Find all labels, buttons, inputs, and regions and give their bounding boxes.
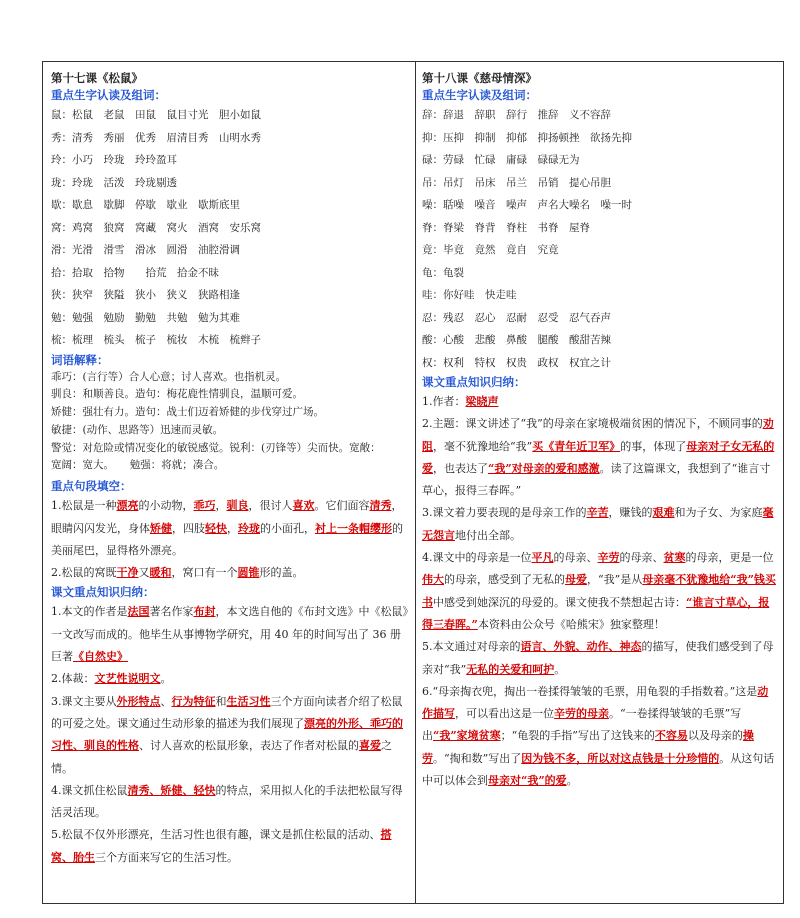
- lesson-18-chars-list: [422, 104, 777, 374]
- lesson-18-summary-1: [422, 391, 777, 413]
- highlighted-answer: 文艺性说明文: [94, 672, 161, 686]
- text-run: 的特点，采用拟人化的手法把松鼠写得活灵活现。: [51, 783, 403, 820]
- highlighted-answer: 干净: [116, 566, 139, 580]
- text-run: 1.本文的作者是: [51, 605, 128, 619]
- highlighted-answer: 动作描写: [422, 684, 769, 721]
- text-run: 三个方面向读者介绍了松鼠的可爱之处。课文通过生动形象的描述为我们展现了: [51, 694, 403, 730]
- text-line: 宽阔：宽大。 勉强：将就；凑合。: [51, 459, 225, 472]
- lesson-17-summary-1: [51, 601, 409, 668]
- highlighted-answer: 辛苦: [586, 506, 609, 520]
- text-run: 、: [160, 694, 172, 708]
- highlighted-answer: 操劳: [422, 729, 754, 765]
- text-run: 。它们面容: [314, 499, 370, 513]
- lesson-18-summary-heading: 课文重点知识归纳：: [422, 375, 526, 389]
- text-run: 5.松鼠不仅外形漂亮，生活习性也很有趣，课文是抓住松鼠的活动、: [51, 828, 381, 842]
- text-run: ，可以看出这是一位: [455, 707, 554, 721]
- highlighted-answer: 伟大: [422, 573, 444, 587]
- text-run: 又: [138, 566, 150, 580]
- text-run: 4.课文抓住松鼠: [51, 783, 128, 797]
- text-line: 抑：压抑 抑制 抑郁 抑扬顿挫 欲扬先抑: [422, 131, 632, 144]
- text-run: 形的盖。: [259, 566, 304, 580]
- text-run: 2.主题：课文讲述了“我”的母亲在家境极端贫困的情况下，不顾同事的: [422, 417, 763, 431]
- text-run: 。“掏和数”写出了: [433, 751, 522, 765]
- lesson-18-column: [416, 62, 783, 903]
- highlighted-answer: 因为钱不多，所以对这点钱是十分珍惜的: [521, 751, 720, 765]
- text-run: 。“一卷揉得皱皱的毛票”写出: [422, 707, 742, 743]
- lesson-17-summary-2: [51, 668, 409, 690]
- text-line: 驯良：和顺善良。造句：梅花鹿性情驯良，温顺可爱。: [51, 388, 303, 401]
- highlighted-answer: 贫寒: [663, 551, 686, 565]
- highlighted-answer: 衬上一条帽缨形: [315, 521, 392, 535]
- lesson-17-vocab-list: [51, 369, 409, 476]
- text-line: 龟：龟裂: [422, 266, 464, 279]
- text-run: 的小动物，: [138, 499, 194, 513]
- text-run: 6.“母亲掏衣兜，掏出一卷揉得皱皱的毛票，用龟裂的手指数着。”这是: [422, 684, 758, 698]
- highlighted-answer: 母爱: [565, 573, 587, 587]
- highlighted-answer: 生活习性: [226, 694, 271, 708]
- lesson-17-fill-heading: 重点句段填空：: [51, 479, 132, 494]
- highlighted-answer: 语言、外貌、动作、神态: [520, 640, 642, 654]
- text-run: ，四肢: [172, 521, 205, 535]
- highlighted-answer: 驯良: [226, 499, 249, 513]
- lesson-18-summary-6: [422, 681, 777, 792]
- highlighted-answer: 外形特点: [116, 694, 161, 708]
- text-line: 滑：光滑 滑雪 滑冰 圆滑 油腔滑调: [51, 244, 240, 256]
- highlighted-answer: 轻快: [205, 521, 227, 535]
- text-run: 。读了这篇课文，我想到了“谁言寸草心，报得三春晖。”: [422, 461, 771, 498]
- text-run: 2.体裁：: [51, 672, 95, 686]
- text-run: 的描写，使我们感受到了母亲对“我”: [422, 640, 774, 676]
- lesson-18-chars-heading: 重点生字认读及组词：: [422, 88, 537, 102]
- text-run: 。: [554, 662, 566, 676]
- highlighted-answer: 母亲对子女无私的爱: [422, 439, 775, 475]
- text-line: 秀：清秀 秀丽 优秀 眉清目秀 山明水秀: [51, 131, 261, 144]
- highlighted-answer: 劝阻: [422, 417, 774, 453]
- lesson-18-summary-2: [422, 413, 777, 502]
- text-line: 警觉：对危险或情况变化的敏锐感觉。锐利：(刃锋等）尖而快。宽敞：: [51, 441, 381, 454]
- highlighted-answer: 暖和: [149, 566, 172, 580]
- text-run: 以及母亲的: [687, 729, 743, 743]
- text-run: ，也表达了: [433, 461, 488, 475]
- highlighted-answer: 喜爱: [359, 739, 381, 753]
- highlighted-answer: “谁言寸草心，报得三春晖。”: [422, 595, 770, 631]
- text-run: 4.课文中的母亲是一位: [422, 551, 532, 565]
- lesson-17-summary-4: [51, 780, 409, 825]
- study-sheet-table: [42, 61, 784, 904]
- lesson-17-summary-3: [51, 691, 409, 780]
- highlighted-answer: 平凡: [531, 551, 554, 565]
- text-line: 忍：残忍 忍心 忍耐 忍受 忍气吞声: [422, 311, 611, 324]
- lesson-17-summary-5: [51, 824, 409, 869]
- lesson-18-title: 第十八课《慈母情深》: [422, 71, 537, 85]
- text-run: ，眼睛闪闪发光，身体: [51, 499, 403, 535]
- text-run: ，毫不犹豫地给“我”: [433, 439, 533, 453]
- lesson-17-chars-heading: 重点生字认读及组词：: [51, 88, 166, 102]
- text-line: 矫健：强壮有力。造句：战士们迈着矫健的步伐穿过广场。: [51, 406, 324, 419]
- text-run: ，窝口有一个: [171, 566, 238, 580]
- lesson-17-fill-1: [51, 495, 409, 562]
- text-run: 3.课文主要从: [51, 694, 117, 708]
- text-line: 辞：辞退 辞职 辞行 推辞 义不容辞: [422, 109, 611, 121]
- text-run: 。: [160, 672, 172, 686]
- text-line: 鼠：松鼠 老鼠 田鼠 鼠目寸光 胆小如鼠: [51, 109, 261, 121]
- text-line: 玲：小巧 玲珑 玲玲盈耳: [51, 154, 177, 166]
- highlighted-answer: 母亲毫不犹豫地给“我”钱买书: [422, 573, 776, 609]
- text-run: 之情。: [51, 739, 392, 775]
- highlighted-answer: 艰难: [652, 506, 675, 520]
- lesson-17-column: [43, 62, 416, 903]
- text-line: 脊：脊梁 脊背 脊柱 书脊 屋脊: [422, 221, 590, 234]
- text-run: 的母亲、: [619, 551, 664, 565]
- lesson-17-summary-heading: 课文重点知识归纳：: [51, 585, 155, 600]
- highlighted-answer: 法国: [127, 605, 150, 619]
- highlighted-answer: 不容易: [654, 729, 688, 743]
- text-run: 中感受到她深沉的母爱的。课文使我不禁想起古诗：: [433, 595, 686, 609]
- text-run: 著名作家: [149, 605, 194, 619]
- text-line: 竟：毕竟 竟然 竟自 究竟: [422, 244, 559, 256]
- highlighted-answer: 圆锥: [237, 566, 260, 580]
- lesson-18-summary-3: [422, 502, 777, 547]
- lesson-17-fill-2: [51, 562, 409, 584]
- text-run: 地付出全部。: [455, 528, 521, 542]
- lesson-17-chars-list: [51, 104, 409, 352]
- highlighted-answer: 漂亮: [116, 499, 139, 513]
- text-run: 和: [215, 694, 227, 708]
- text-run: 的小面孔，: [260, 521, 315, 535]
- highlighted-answer: 辛劳: [597, 551, 620, 565]
- highlighted-answer: 清秀、矫健、轻快: [127, 783, 216, 797]
- text-run: 的母亲，感受到了无私的: [444, 573, 565, 587]
- text-run: ，: [227, 521, 238, 535]
- text-line: 拾：拾取 拾物 拾荒 拾金不昧: [51, 266, 219, 279]
- highlighted-answer: 无私的关爱和呵护: [466, 662, 555, 676]
- text-line: 珑：玲珑 活泼 玲珑剔透: [51, 176, 177, 189]
- text-run: ，很讨人: [248, 499, 293, 513]
- text-run: 和为子女、为家庭: [674, 506, 763, 520]
- highlighted-answer: “我”对母亲的爱和感激: [488, 461, 600, 475]
- text-run: ；“龟裂的手指”写出了这钱来的: [500, 729, 655, 743]
- text-run: 2.松鼠的窝既: [51, 566, 117, 580]
- highlighted-answer: 乖巧: [193, 499, 216, 513]
- text-run: 3.课文着力要表现的是母亲工作的: [422, 506, 587, 520]
- text-run: 本资料由公众号《哈熊宋》独家整理！: [477, 617, 665, 631]
- text-run: ，: [215, 499, 227, 513]
- text-run: ，赚钱的: [608, 506, 653, 520]
- text-line: 乖巧：(言行等）合人心意；讨人喜欢。也指机灵。: [51, 370, 287, 383]
- text-run: 。从这句话中可以体会到: [422, 751, 775, 788]
- lesson-17-title: 第十七课《松鼠》: [51, 71, 143, 85]
- highlighted-answer: 清秀: [369, 499, 392, 513]
- text-run: 的事，体现了: [620, 439, 687, 453]
- highlighted-answer: 辛劳的母亲: [554, 707, 609, 721]
- lesson-18-summary-5: [422, 636, 777, 681]
- text-line: 歇：歇息 歇脚 停歇 歇业 歇斯底里: [51, 199, 240, 211]
- highlighted-answer: 矫健: [150, 521, 172, 535]
- text-run: 。: [566, 774, 578, 788]
- highlighted-answer: 搭窝、胎生: [51, 828, 392, 864]
- text-run: ，“我”是从: [587, 573, 643, 587]
- highlighted-answer: 喜欢: [292, 499, 315, 513]
- lesson-17-vocab-heading: 词语解释：: [51, 352, 109, 367]
- text-line: 狭：狭窄 狭隘 狭小 狭义 狭路相逢: [51, 289, 240, 301]
- text-line: 勉：勉强 勉励 勤勉 共勉 勉为其难: [51, 311, 240, 324]
- text-run: 、讨人喜欢的松鼠形象，表达了作者对松鼠的: [139, 739, 359, 753]
- highlighted-answer: 玲珑: [238, 521, 260, 535]
- highlighted-answer: 《自然史》: [73, 650, 128, 664]
- text-line: 权：权利 特权 权贵 政权 权宜之计: [422, 356, 611, 369]
- text-line: 酸：心酸 悲酸 鼻酸 腿酸 酸甜苦辣: [422, 334, 611, 346]
- text-run: 的母亲，更是一位: [685, 551, 774, 565]
- highlighted-answer: “我”家境贫寒: [433, 729, 501, 743]
- highlighted-answer: 布封: [193, 605, 216, 619]
- text-line: 吊：吊灯 吊床 吊兰 吊销 提心吊胆: [422, 176, 611, 189]
- text-line: 碌：劳碌 忙碌 庸碌 碌碌无为: [422, 154, 580, 166]
- text-run: ，本文选自他的《布封文选》中《松鼠》一文改写而成的。他毕生从事博物学研究，用 40 年的时间写出了 36 册巨著: [51, 605, 408, 664]
- text-run: 1.松鼠是一种: [51, 499, 117, 513]
- text-line: 敏捷：(动作、思路等）迅速而灵敏。: [51, 423, 224, 436]
- text-run: 的美丽尾巴，显得格外漂亮。: [51, 521, 403, 557]
- text-run: 的母亲、: [553, 551, 598, 565]
- highlighted-answer: 行为特征: [171, 694, 216, 708]
- text-run: 5.本文通过对母亲的: [422, 640, 521, 654]
- lesson-18-summary-4: [422, 547, 777, 636]
- highlighted-answer: 漂亮的外形、乖巧的习性、驯良的性格: [51, 716, 403, 753]
- text-line: 梳：梳理 梳头 梳子 梳妆 木梳 梳辫子: [51, 334, 261, 346]
- text-line: 噪：聒噪 噪音 噪声 声名大噪名 噪一时: [422, 199, 632, 211]
- text-line: 窝：鸡窝 狼窝 窝藏 窝火 酒窝 安乐窝: [51, 221, 261, 234]
- highlighted-answer: 梁晓声: [465, 395, 499, 408]
- text-line: 哇：你好哇 快走哇: [422, 289, 517, 301]
- highlighted-answer: 毫无怨言: [422, 506, 774, 542]
- text-run: 1.作者：: [422, 395, 466, 408]
- text-run: 三个方面来写它的生活习性。: [95, 850, 238, 864]
- highlighted-answer: 母亲对“我”的爱: [488, 774, 567, 788]
- highlighted-answer: 买《青年近卫军》: [532, 439, 621, 453]
